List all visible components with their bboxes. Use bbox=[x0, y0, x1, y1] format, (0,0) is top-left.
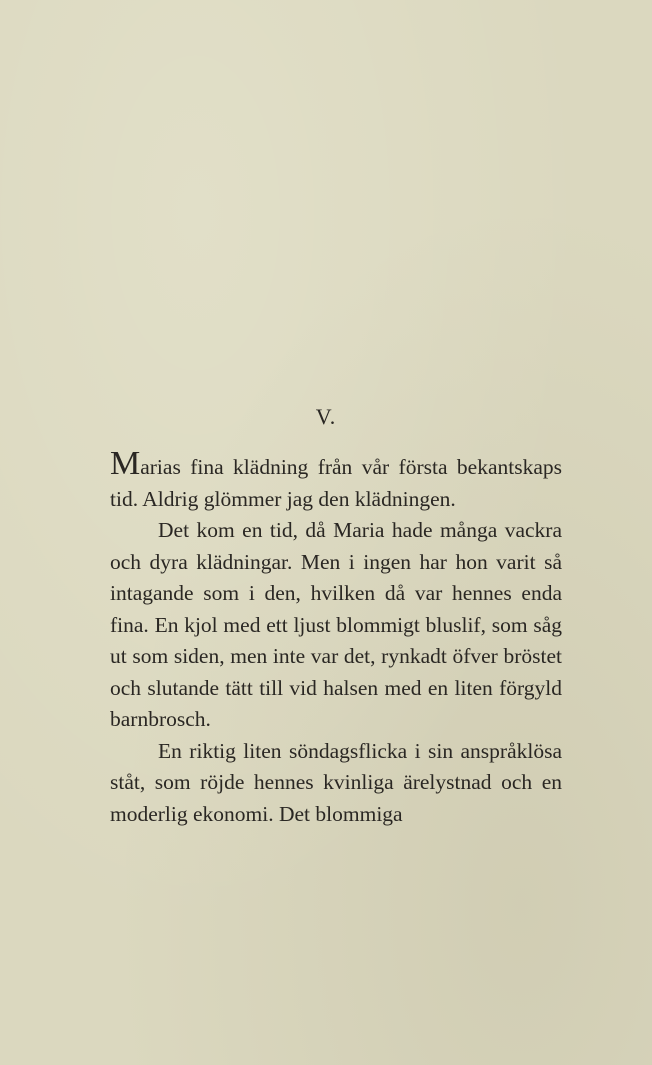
paragraph-1: Marias fina klädning från vår första bekantskaps tid. Aldrig glömmer jag den klädningen. bbox=[110, 445, 562, 511]
chapter-heading: V. bbox=[315, 404, 337, 429]
paragraph-3: En riktig liten söndagsflicka i sin anspråklösa ståt, som röjde hennes kvinliga ärelystnad och en moderlig ekonomi. Det blommiga bbox=[110, 738, 562, 826]
body-text bbox=[110, 445, 562, 830]
paragraph-2: Det kom en tid, då Maria hade många vackra och dyra klädningar. Men i ingen har hon varit så intagande som i den, hvilken då var hennes enda fina. En kjol med ett ljust blommigt bluslif, som såg ut som siden, men inte var det, rynkadt öfver bröstet och slutande tätt till vid halsen med en liten förgyld barnbrosch. bbox=[110, 518, 562, 731]
